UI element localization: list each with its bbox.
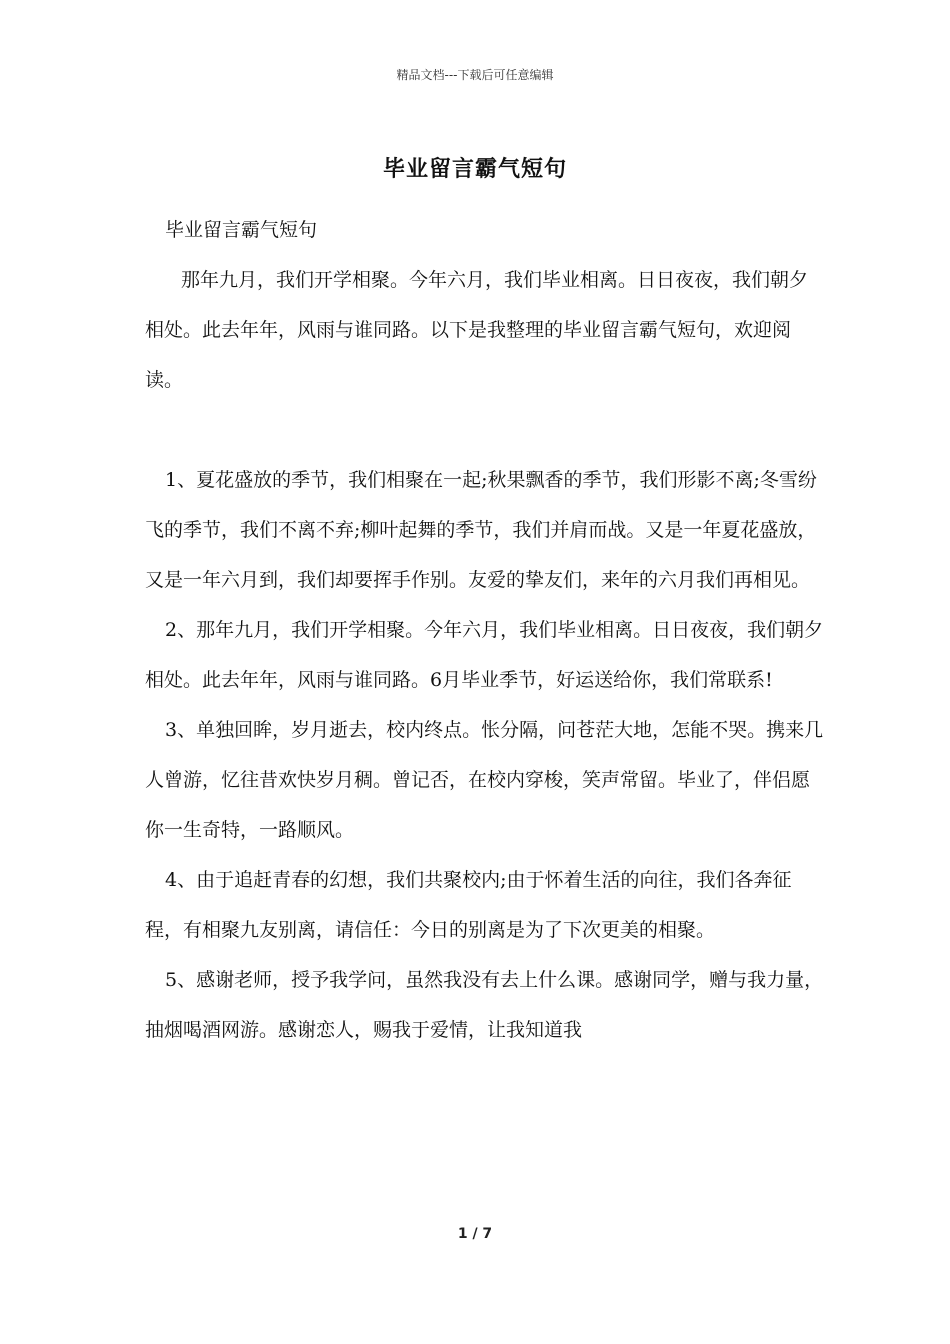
page-title: 毕业留言霸气短句	[382, 157, 567, 182]
list-item: 1、夏花盛放的季节，我们相聚在一起;秋果飘香的季节，我们形影不离;冬雪纷飞的季节，我们不离不弃;柳叶起舞的季节，我们并肩而战。又是一年夏花盛放，又是一年六月到，我们却要挥手作别。友爱的挚友们，来年的六月我们再相见。	[145, 469, 817, 591]
intro-paragraph: 那年九月，我们开学相聚。今年六月，我们毕业相离。日日夜夜，我们朝夕相处。此去年年，风雨与谁同路。以下是我整理的毕业留言霸气短句，欢迎阅读。	[145, 269, 809, 391]
paragraph-spacer	[145, 405, 825, 455]
list-item: 5、感谢老师，授予我学问，虽然我没有去上什么课。感谢同学，赠与我力量，抽烟喝酒网游。感谢恋人，赐我于爱情，让我知道我	[145, 969, 824, 1041]
page-number: 1 / 7	[457, 1226, 493, 1242]
header-note: 精品文档---下载后可任意编辑	[396, 68, 554, 82]
list-item: 3、单独回眸，岁月逝去，校内终点。怅分隔，问苍茫大地，怎能不哭。携来几人曾游，忆往昔欢快岁月稠。曾记否，在校内穿梭，笑声常留。毕业了，伴侣愿你一生奇特，一路顺风。	[145, 719, 824, 841]
list-item: 2、那年九月，我们开学相聚。今年六月，我们毕业相离。日日夜夜，我们朝夕相处。此去年年，风雨与谁同路。6月毕业季节，好运送给你，我们常联系!	[145, 619, 824, 691]
subtitle: 毕业留言霸气短句	[165, 219, 318, 241]
document-body	[145, 205, 825, 1055]
list-item: 4、由于追赶青春的幻想，我们共聚校内;由于怀着生活的向往，我们各奔征程，有相聚九友别离，请信任：今日的别离是为了下次更美的相聚。	[145, 869, 792, 941]
